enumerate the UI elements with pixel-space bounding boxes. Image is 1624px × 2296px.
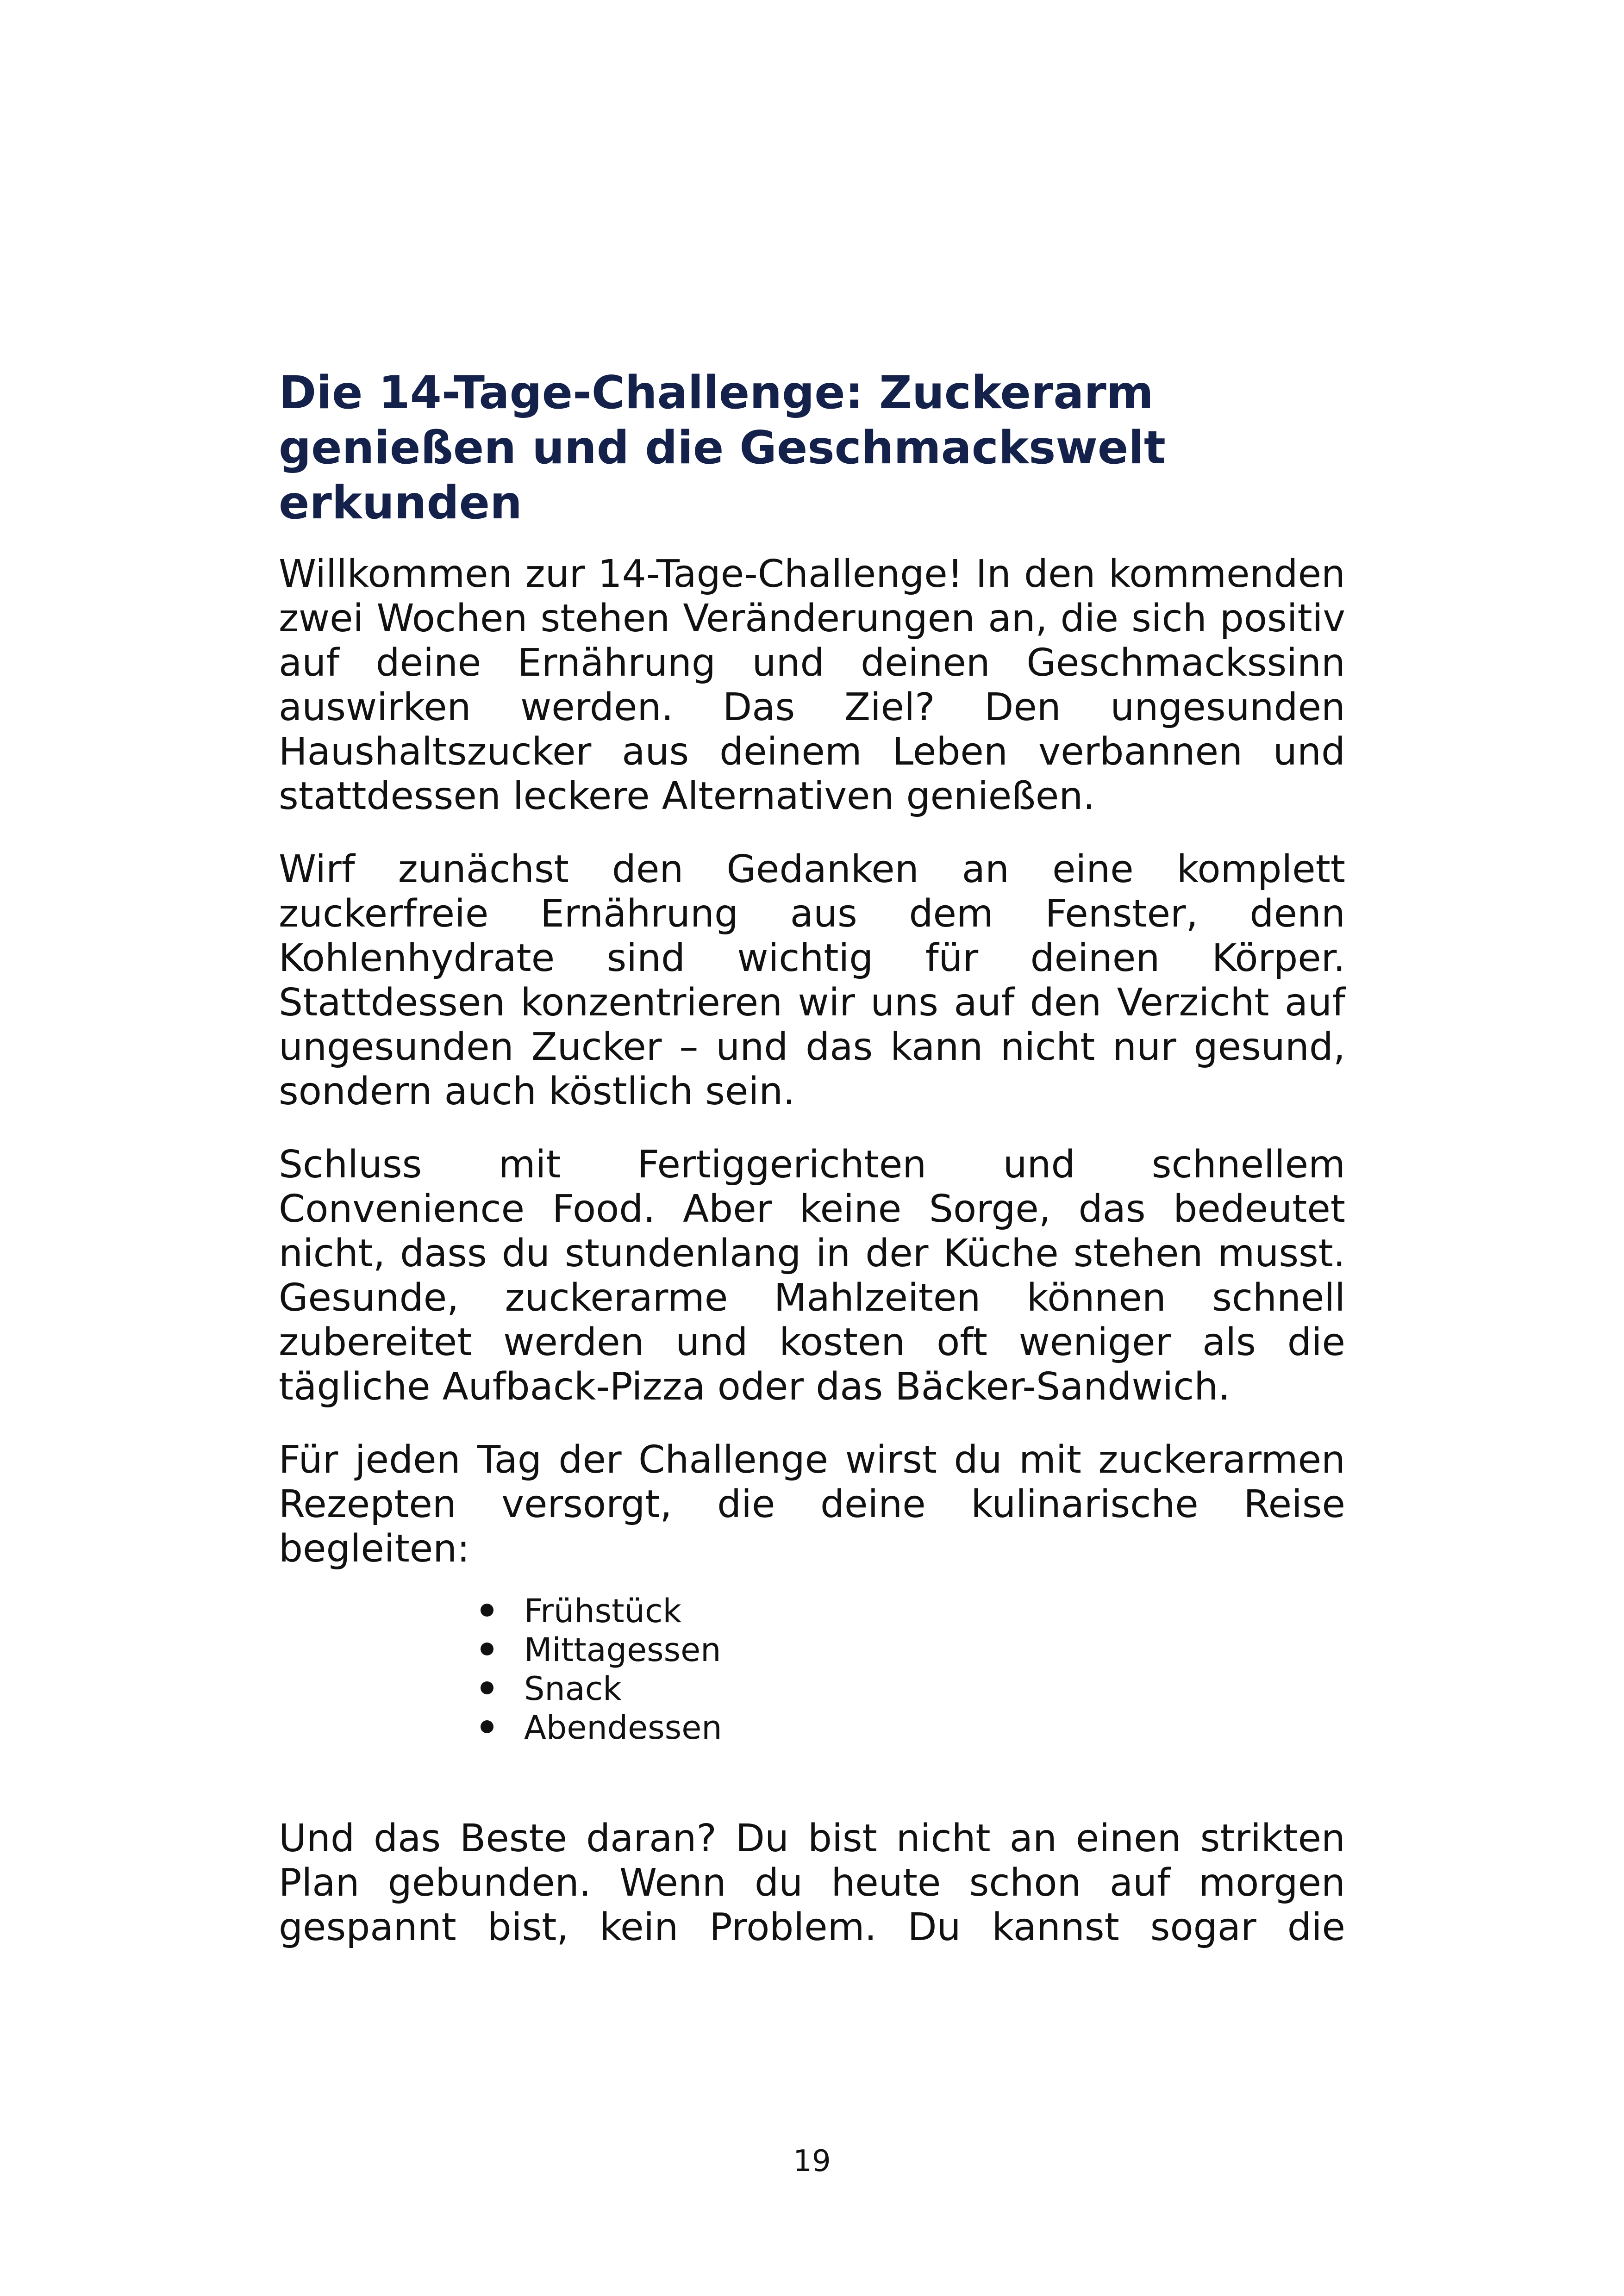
list-item (478, 1669, 1345, 1708)
paragraph-flexible-plan: Und das Beste daran? Du bist nicht an einen strikten Plan gebunden. Wenn du heute schon auf morgen gespannt bist, kein Problem. Du kannst sogar die (279, 1817, 1345, 1949)
paragraph-carbohydrates: Wirf zunächst den Gedanken an eine komplett zuckerfreie Ernährung aus dem Fenster, denn Kohlenhydrate sind wichtig für deinen Körper. Stattdessen konzentrieren wir uns auf den Verzicht auf ungesunden Zucker – und das kann nicht nur gesund, sondern auch köstlich sein. (279, 847, 1345, 1114)
bullet-icon (481, 1604, 493, 1617)
list-spacer (279, 1747, 1345, 1817)
list-item (478, 1708, 1345, 1747)
meal-label: Abendessen (524, 1709, 722, 1747)
paragraph-intro: Willkommen zur 14-Tage-Challenge! In den kommenden zwei Wochen stehen Veränderungen an, die sich positiv auf deine Ernährung und deinen Geschmackssinn auswirken werden. Das Ziel? Den ungesunden Haushaltszucker aus deinem Leben verbannen und stattdessen leckere Alternativen genießen. (279, 552, 1345, 818)
chapter-heading: Die 14-Tage-Challenge: Zuckerarm genießen und die Geschmackswelt erkunden (279, 367, 1166, 529)
meal-label: Frühstück (524, 1592, 681, 1630)
page-number: 19 (793, 2144, 831, 2178)
bullet-icon (481, 1720, 493, 1733)
bullet-icon (481, 1681, 493, 1694)
paragraph-convenience-food: Schluss mit Fertiggerichten und schnellem Convenience Food. Aber keine Sorge, das bedeutet nicht, dass du stundenlang in der Küche stehen musst. Gesunde, zuckerarme Mahlzeiten können schnell zubereitet werden und kosten oft weniger als die tägliche Aufback-Pizza oder das Bäcker-Sandwich. (279, 1143, 1345, 1409)
meal-list (279, 1592, 1345, 1747)
paragraph-recipes-intro: Für jeden Tag der Challenge wirst du mit zuckerarmen Rezepten versorgt, die deine kulinarische Reise begleiten: (279, 1438, 1345, 1571)
bullet-icon (481, 1643, 493, 1655)
page-content (279, 366, 1345, 1979)
meal-label: Mittagessen (524, 1631, 721, 1669)
meal-label: Snack (524, 1670, 622, 1708)
list-item (478, 1630, 1345, 1669)
list-item (478, 1592, 1345, 1630)
